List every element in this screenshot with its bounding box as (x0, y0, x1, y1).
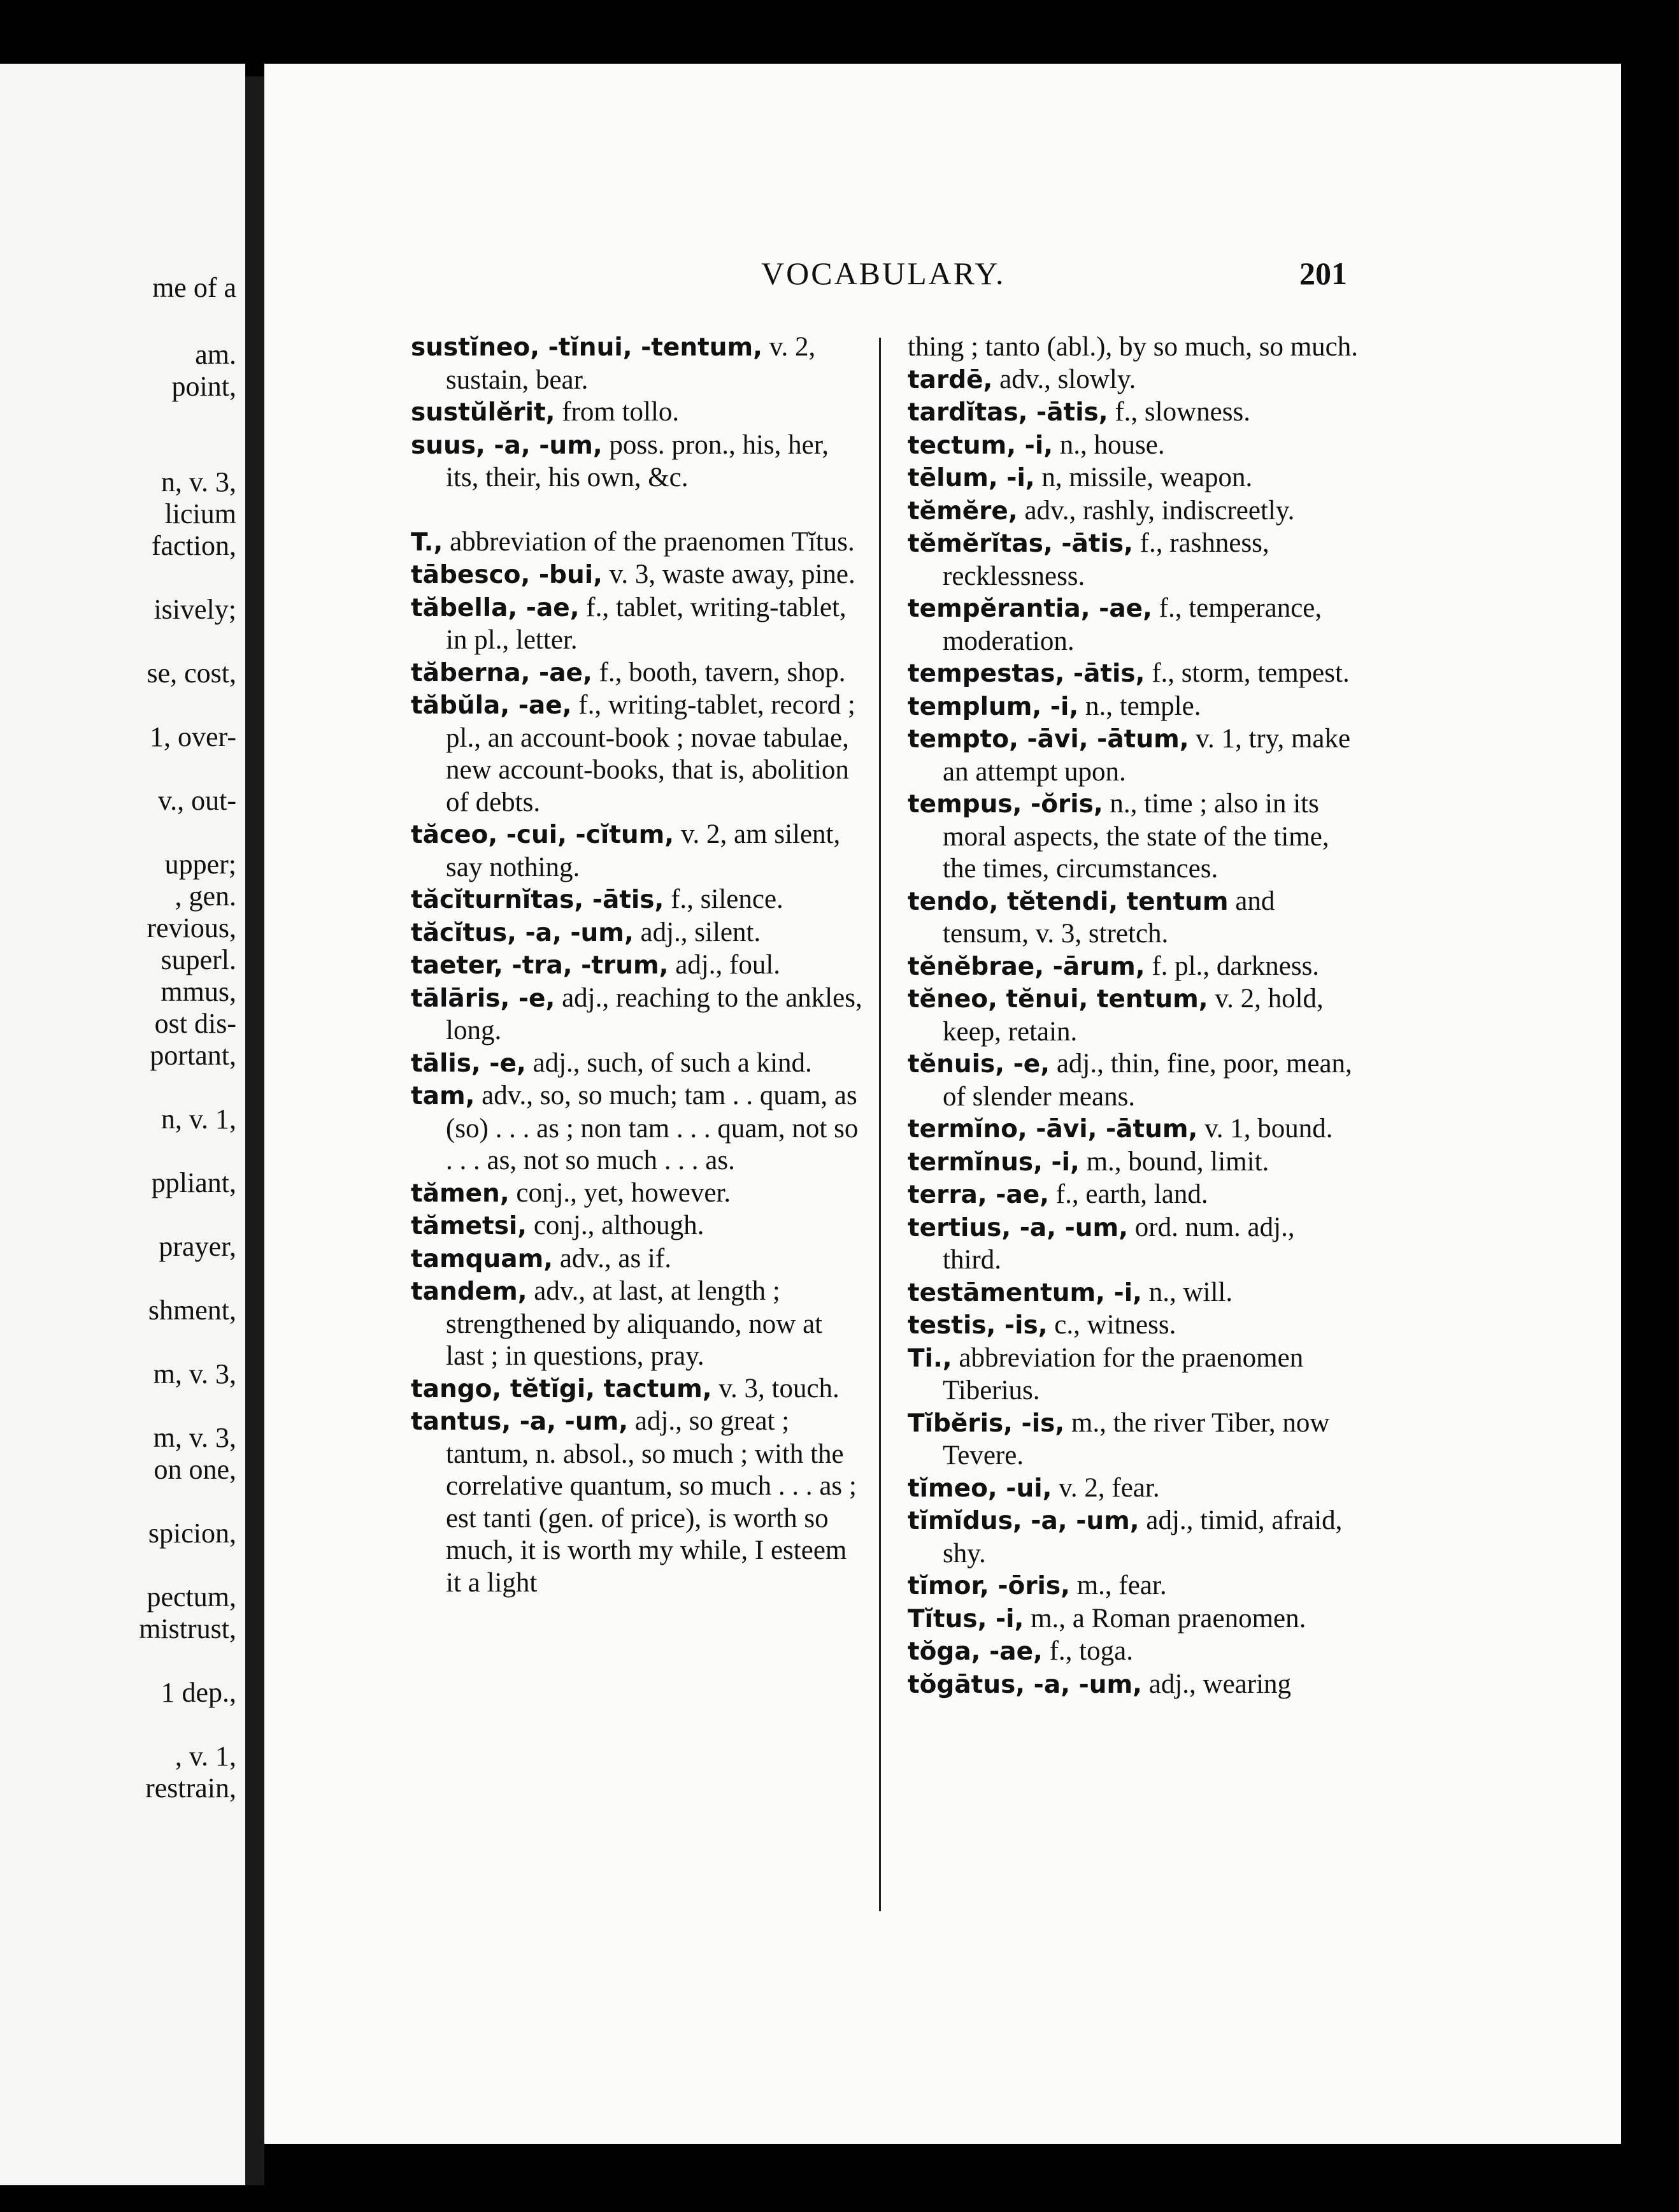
definition: v. 2, hold, keep, retain. (943, 984, 1324, 1047)
vocabulary-column-left (411, 331, 866, 1599)
vocabulary-entry (411, 526, 866, 559)
headword: templum, -i, (908, 692, 1079, 721)
vocabulary-column-right (908, 331, 1360, 1701)
definition: v. 2, fear. (1052, 1472, 1160, 1503)
left-page-text-fragment: , gen. (175, 880, 236, 912)
definition: adj., thin, fine, poor, mean, of slender means. (943, 1049, 1352, 1112)
vocabulary-entry (411, 1210, 866, 1243)
headword: termĭno, -āvi, -ātum, (908, 1115, 1198, 1144)
vocabulary-entry (908, 1212, 1360, 1277)
vocabulary-entry (411, 689, 866, 819)
vocabulary-entry (411, 559, 866, 592)
vocabulary-entry (411, 1275, 866, 1373)
vocabulary-entry (908, 1472, 1360, 1505)
definition: f., writing-tablet, record ; pl., an account-book ; novae tabulae, new account-books, that is, abolition of debts. (446, 690, 855, 817)
vocabulary-entry (908, 1113, 1360, 1146)
left-page-text-fragment: ppliant, (151, 1167, 236, 1198)
headword: tămen, (411, 1179, 510, 1208)
headword: Tĭbĕris, -is, (908, 1409, 1065, 1438)
definition: n., will. (1141, 1277, 1233, 1307)
headword: tŏga, -ae, (908, 1637, 1043, 1666)
book-spine (245, 76, 264, 2185)
vocabulary-entry (908, 1570, 1360, 1603)
headword: tābesco, -bui, (411, 561, 603, 589)
vocabulary-entry (908, 1048, 1360, 1113)
headword: tantus, -a, -um, (411, 1407, 629, 1436)
vocabulary-entry (908, 886, 1360, 951)
left-page-text-fragment: am. (195, 339, 236, 370)
vocabulary-entry (411, 657, 866, 690)
definition: f., storm, tempest. (1145, 658, 1350, 688)
vocabulary-entry (411, 949, 866, 982)
vocabulary-entry (908, 1179, 1360, 1212)
headword: T., (411, 528, 443, 557)
headword: tăbella, -ae, (411, 593, 580, 622)
definition: ord. num. adj., third. (943, 1212, 1295, 1275)
headword: tempto, -āvi, -ātum, (908, 725, 1189, 754)
headword: tālis, -e, (411, 1049, 526, 1078)
vocabulary-entry (908, 462, 1360, 495)
vocabulary-entry (411, 1243, 866, 1276)
definition: adj., silent. (633, 917, 761, 947)
vocabulary-entry (908, 364, 1360, 397)
vocabulary-entry (411, 331, 866, 396)
left-page-fragment (0, 64, 245, 2185)
left-page-text-fragment: restrain, (145, 1772, 236, 1804)
left-page-text-fragment: m, v. 3, (153, 1358, 236, 1390)
vocabulary-entry (411, 982, 866, 1047)
headword: tĕnĕbrae, -ārum, (908, 952, 1145, 981)
left-page-text-fragment: mmus, (161, 976, 236, 1007)
vocabulary-entry (908, 396, 1360, 429)
definition: adj., so great ; tantum, n. absol., so much ; with the correlative quantum, so much . . . as ; est tanti (gen. of price), is worth so much, it is worth my while, I esteem it a light (446, 1406, 857, 1598)
definition: c., witness. (1047, 1310, 1176, 1340)
left-page-text-fragment: superl. (161, 944, 236, 975)
left-page-text-fragment: mistrust, (139, 1613, 236, 1644)
headword: tĕnuis, -e, (908, 1050, 1050, 1079)
vocabulary-entry (411, 1405, 866, 1599)
definition: m., the river Tiber, now Tevere. (943, 1407, 1330, 1470)
headword: testāmentum, -i, (908, 1278, 1142, 1307)
definition: v. 1, bound. (1197, 1114, 1333, 1144)
headword: testis, -is, (908, 1311, 1048, 1340)
vocabulary-entry (411, 1047, 866, 1081)
left-page-text-fragment: v., out- (157, 785, 236, 816)
headword: terra, -ae, (908, 1181, 1050, 1209)
headword: tardĭtas, -ātis, (908, 398, 1108, 427)
vocabulary-entry (411, 819, 866, 884)
headword: tertius, -a, -um, (908, 1213, 1129, 1242)
left-page-text-fragment: ost dis- (154, 1008, 236, 1039)
entry-gap (411, 494, 866, 526)
left-page-text-fragment: revious, (146, 912, 236, 944)
vocabulary-entry (411, 396, 866, 429)
headword: Ti., (908, 1344, 952, 1373)
definition: adj., reaching to the ankles, long. (446, 982, 862, 1045)
page-header (264, 255, 1621, 293)
headword: sustĭneo, -tĭnui, -tentum, (411, 333, 762, 362)
left-page-text-fragment: me of a (152, 272, 236, 303)
vocabulary-entry (908, 788, 1360, 886)
left-page-text-fragment: spicion, (148, 1518, 236, 1549)
vocabulary-entry (908, 951, 1360, 984)
vocabulary-entry (908, 691, 1360, 724)
definition: n, missile, weapon. (1034, 463, 1253, 492)
definition: f., tablet, writing-tablet, in pl., letter. (446, 592, 847, 655)
headword: tendo, tĕtendi, tentum (908, 887, 1229, 916)
headword: tăbŭla, -ae, (411, 691, 572, 720)
headword: tăcĭtus, -a, -um, (411, 918, 634, 947)
definition: v. 2, sustain, bear. (446, 332, 816, 395)
definition: n., temple. (1078, 691, 1201, 721)
headword: tăberna, -ae, (411, 658, 592, 687)
headword: taeter, -tra, -trum, (411, 951, 669, 980)
left-page-text-fragment: on one, (154, 1454, 236, 1485)
vocabulary-entry (908, 983, 1360, 1048)
vocabulary-entry (908, 1603, 1360, 1636)
vocabulary-entry (411, 917, 866, 950)
headword: suus, -a, -um, (411, 431, 603, 460)
definition: f. pl., darkness. (1145, 951, 1320, 981)
definition: f., silence. (664, 884, 783, 914)
headword: tam, (411, 1082, 475, 1110)
running-head: VOCABULARY. (761, 255, 1006, 291)
vocabulary-entry (411, 884, 866, 917)
vocabulary-entry (908, 1635, 1360, 1669)
headword: tectum, -i, (908, 431, 1054, 460)
headword: Tĭtus, -i, (908, 1604, 1024, 1634)
definition: poss. pron., his, her, its, their, his own, &c. (446, 429, 829, 492)
vocabulary-entry (908, 1342, 1360, 1407)
definition: v. 3, waste away, pine. (602, 559, 855, 589)
definition: adj., foul. (668, 950, 781, 980)
left-page-text-fragment: licium (164, 498, 236, 529)
vocabulary-entry (908, 1505, 1360, 1570)
right-page (264, 64, 1621, 2144)
headword: tăcĭturnĭtas, -ātis, (411, 886, 664, 914)
headword: tardē, (908, 365, 993, 394)
left-page-text-fragment: shment, (148, 1295, 236, 1326)
left-page-text-fragment: isively; (154, 594, 236, 625)
headword: tăceo, -cui, -cĭtum, (411, 821, 675, 849)
headword: tandem, (411, 1277, 527, 1306)
headword: tĭmor, -ōris, (908, 1572, 1070, 1600)
definition: f., toga. (1042, 1636, 1133, 1666)
left-page-text-fragment: 1 dep., (161, 1677, 236, 1708)
headword: tamquam, (411, 1244, 554, 1274)
vocabulary-entry (908, 657, 1360, 691)
vocabulary-entry (908, 1669, 1360, 1702)
vocabulary-entry (908, 1309, 1360, 1342)
headword: tempĕrantia, -ae, (908, 594, 1152, 623)
definition: n., house. (1053, 429, 1165, 460)
headword: tĕmĕre, (908, 496, 1018, 526)
vocabulary-entry (908, 1146, 1360, 1179)
definition: conj., yet, however. (509, 1177, 731, 1208)
left-page-text-fragment: portant, (150, 1040, 236, 1071)
definition: conj., although. (527, 1210, 704, 1240)
definition: m., a Roman praenomen. (1024, 1603, 1306, 1634)
definition: adj., wearing (1142, 1669, 1292, 1699)
vocabulary-entry (411, 1373, 866, 1406)
headword: tămetsi, (411, 1212, 527, 1240)
definition: adj., timid, afraid, shy. (943, 1505, 1343, 1569)
definition: abbreviation for the praenomen Tiberius. (943, 1342, 1304, 1405)
definition: f., rashness, recklessness. (943, 528, 1269, 591)
headword: tŏgātus, -a, -um, (908, 1670, 1142, 1699)
definition: adj., such, of such a kind. (525, 1047, 812, 1078)
definition: f., booth, tavern, shop. (592, 657, 846, 687)
left-page-text-fragment: pectum, (146, 1581, 236, 1612)
definition: thing ; tanto (abl.), by so much, so much. (908, 332, 1359, 362)
vocabulary-entry (411, 1177, 866, 1210)
definition: abbreviation of the praenomen Tĭtus. (443, 526, 855, 557)
left-page-text-fragment: n, v. 1, (161, 1103, 236, 1135)
vocabulary-entry (908, 1277, 1360, 1310)
definition: adv., at last, at length ; strengthened by aliquando, now at last ; in questions, pray. (446, 1276, 823, 1371)
vocabulary-entry (908, 528, 1360, 592)
definition: v. 2, am silent, say nothing. (446, 819, 841, 882)
headword: tĭmĭdus, -a, -um, (908, 1507, 1140, 1535)
definition: adv., as if. (553, 1243, 671, 1274)
headword: tālāris, -e, (411, 984, 555, 1013)
vocabulary-entry (411, 1080, 866, 1177)
vocabulary-entry (908, 495, 1360, 528)
vocabulary-entry (411, 429, 866, 494)
left-page-text-fragment: point, (171, 371, 236, 402)
headword: tēlum, -i, (908, 464, 1035, 492)
headword: termĭnus, -i, (908, 1147, 1080, 1177)
definition: adv., slowly. (992, 364, 1136, 394)
left-page-text-fragment: 1, over- (150, 721, 236, 752)
left-page-text-fragment: prayer, (159, 1231, 236, 1262)
definition: f., slowness. (1108, 397, 1250, 427)
definition: f., temperance, moderation. (943, 593, 1322, 656)
left-page-text-fragment: se, cost, (146, 657, 236, 689)
headword: sustŭlĕrit, (411, 398, 555, 427)
definition: from tollo. (555, 397, 680, 427)
vocabulary-entry (908, 592, 1360, 657)
definition: v. 3, touch. (711, 1373, 840, 1404)
left-page-text-fragment: faction, (151, 530, 236, 561)
left-page-text-fragment: upper; (164, 849, 236, 880)
definition: and tensum, v. 3, stretch. (943, 886, 1275, 949)
definition: n., time ; also in its moral aspects, the state of the time, the times, circumstances. (943, 789, 1329, 884)
page-number: 201 (1299, 255, 1347, 291)
column-divider (879, 338, 881, 1911)
vocabulary-entry (908, 723, 1360, 788)
left-page-text-fragment: m, v. 3, (153, 1422, 236, 1453)
definition: adv., rashly, indiscreetly. (1017, 495, 1295, 526)
headword: tĕneo, tĕnui, tentum, (908, 985, 1208, 1014)
definition: m., bound, limit. (1079, 1146, 1269, 1177)
definition: f., earth, land. (1049, 1179, 1208, 1209)
vocabulary-entry (908, 331, 1360, 364)
vocabulary-entry (908, 429, 1360, 463)
definition: adv., so, so much; tam . . quam, as (so) . . . as ; non tam . . . quam, not so . . . as, not so much . . . as. (446, 1081, 859, 1175)
headword: tempus, -ŏris, (908, 790, 1103, 819)
headword: tempestas, -ātis, (908, 659, 1145, 688)
definition: m., fear. (1069, 1570, 1167, 1600)
vocabulary-entry (411, 592, 866, 657)
definition: v. 1, try, make an attempt upon. (943, 724, 1351, 787)
left-page-text-fragment: , v. 1, (175, 1741, 236, 1772)
vocabulary-entry (908, 1407, 1360, 1472)
headword: tango, tĕtĭgi, tactum, (411, 1374, 712, 1404)
left-page-text-fragment: n, v. 3, (161, 466, 236, 498)
headword: tĭmeo, -ui, (908, 1474, 1052, 1503)
headword: tĕmĕrĭtas, -ātis, (908, 529, 1133, 558)
